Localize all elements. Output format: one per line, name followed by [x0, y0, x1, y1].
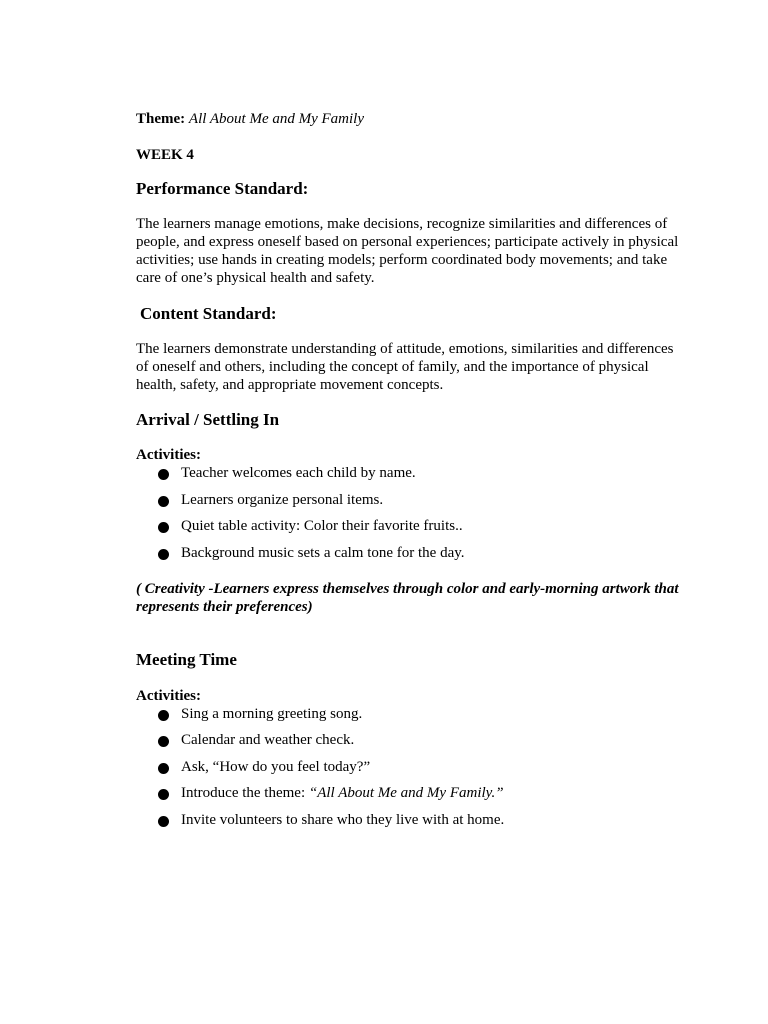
- arrival-activities-label: Activities:: [136, 447, 201, 463]
- theme-line: [136, 110, 681, 128]
- list-item-text: Background music sets a calm tone for the day.: [181, 544, 465, 561]
- list-item-text: Learners organize personal items.: [181, 491, 384, 508]
- bullet-icon: [158, 469, 169, 480]
- meeting-activities-label: Activities:: [136, 687, 201, 704]
- document-page: [136, 110, 681, 837]
- list-item: [136, 464, 681, 482]
- theme-value: All About Me and My Family: [188, 111, 365, 127]
- list-item: [136, 758, 681, 776]
- list-item-theme-title: “All About Me and My Family.”: [308, 785, 504, 801]
- list-item-text: Invite volunteers to share who they live with at home.: [181, 811, 505, 828]
- bullet-icon: [158, 763, 169, 774]
- bullet-icon: [158, 816, 169, 827]
- list-item: [136, 784, 681, 802]
- bullet-icon: [158, 496, 169, 507]
- creativity-note: ( Creativity -Learners express themselves through color and early-morning artwork that represents their preferences): [136, 580, 679, 615]
- list-item-text: Quiet table activity: Color their favorite fruits..: [181, 518, 463, 534]
- content-standard-heading: Content Standard:: [140, 304, 277, 323]
- performance-standard-heading: Performance Standard:: [136, 179, 309, 198]
- list-item: [136, 491, 681, 509]
- meeting-activity-list: [136, 705, 681, 829]
- theme-label: Theme:: [136, 111, 186, 127]
- list-item-text: Ask, “How do you feel today?”: [181, 758, 371, 775]
- list-item-text: Calendar and weather check.: [181, 732, 355, 748]
- list-item: [136, 544, 681, 562]
- list-item: [136, 705, 681, 723]
- list-item: [136, 517, 681, 535]
- bullet-icon: [158, 522, 169, 533]
- bullet-icon: [158, 789, 169, 800]
- list-item-text-prefix: Introduce the theme:: [181, 785, 309, 801]
- arrival-activity-list: [136, 464, 681, 562]
- week-label: WEEK 4: [136, 147, 194, 163]
- performance-standard-body: The learners manage emotions, make decisions, recognize similarities and differences of people, and express oneself based on personal experiences; participate actively in physical activities; use hands in creating models; perform coordinated body movements; and take care of one’s physical health and safety.: [136, 216, 679, 286]
- list-item-text: Teacher welcomes each child by name.: [181, 465, 416, 481]
- arrival-heading: Arrival / Settling In: [136, 410, 280, 429]
- content-standard-body: The learners demonstrate understanding of attitude, emotions, similarities and differences of oneself and others, including the concept of family, and the importance of physical health, safety, and appropriate movement concepts.: [136, 341, 674, 393]
- bullet-icon: [158, 549, 169, 560]
- list-item: [136, 811, 681, 829]
- bullet-icon: [158, 710, 169, 721]
- meeting-time-heading: Meeting Time: [136, 649, 237, 669]
- list-item: [136, 731, 681, 749]
- bullet-icon: [158, 736, 169, 747]
- list-item-text: Sing a morning greeting song.: [181, 705, 363, 722]
